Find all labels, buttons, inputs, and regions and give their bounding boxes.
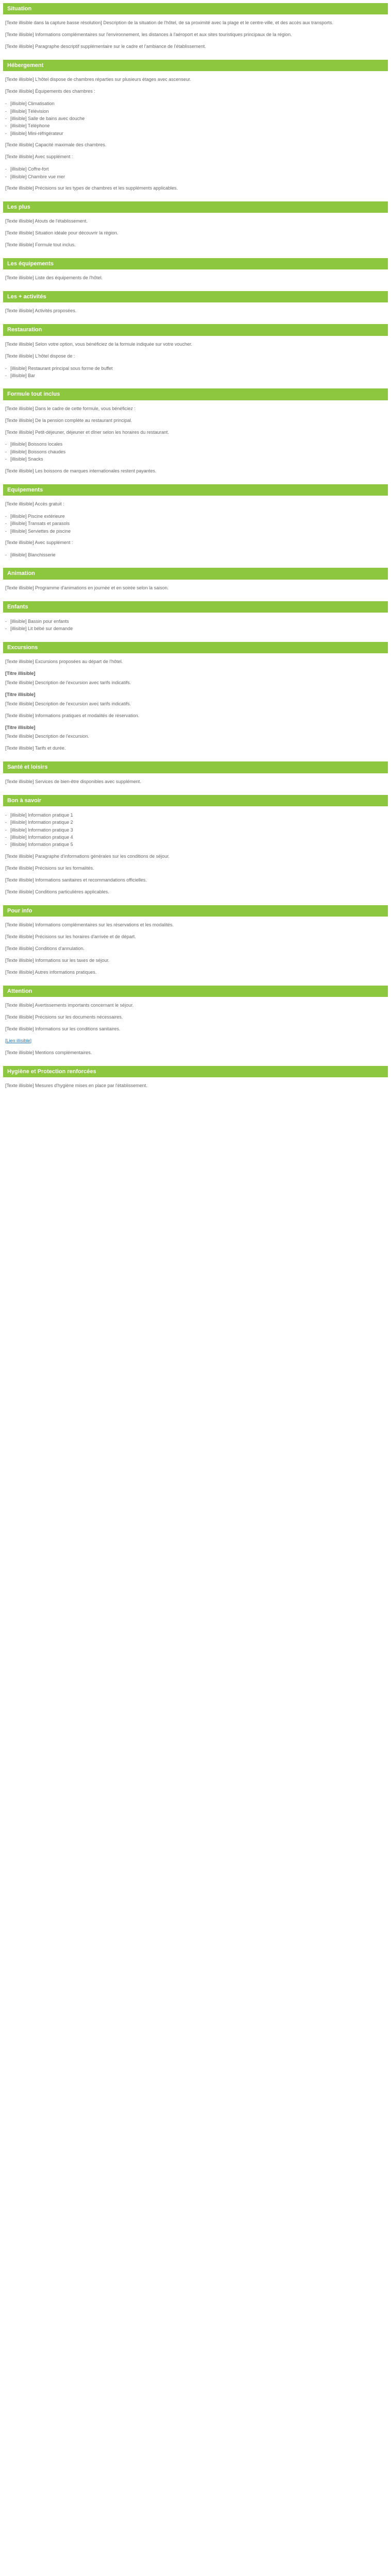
list-item: - [illisible] Blanchisserie (5, 551, 386, 558)
paragraph: [Texte illisible] Tarifs et durée. (5, 745, 66, 751)
paragraph: [Texte illisible] Avec supplément : (5, 154, 73, 160)
section-heading-les-plus: Les plus (3, 201, 388, 213)
bullet-list (5, 618, 386, 633)
section-bon-a-savoir (3, 795, 388, 896)
section-pour-info (3, 905, 388, 976)
paragraph: [Texte illisible] Informations sanitaires et recommandations officielles. (5, 877, 147, 883)
section-heading-enfants: Enfants (3, 601, 388, 613)
section-heading-activites: Les + activités (3, 291, 388, 302)
list-item: - [illisible] Télévision (5, 108, 386, 115)
paragraph: [Texte illisible] Avec supplément : (5, 539, 73, 545)
paragraph: [Texte illisible] Paragraphe descriptif supplémentaire sur le cadre et l'ambiance de l'établissement. (5, 44, 206, 49)
list-item: - [illisible] Snacks (5, 455, 386, 463)
paragraph: [Texte illisible] Description de l'excursion avec tarifs indicatifs. (5, 701, 131, 706)
paragraph: [Texte illisible] Activités proposées. (5, 308, 77, 314)
list-item: - [illisible] Téléphone (5, 122, 386, 129)
paragraph: [Texte illisible] Accès gratuit : (5, 501, 64, 506)
section-body-hygiene (3, 1082, 388, 1090)
list-item: - [illisible] Serviettes de piscine (5, 528, 386, 535)
section-heading-animation: Animation (3, 568, 388, 579)
paragraph: [Texte illisible] Services de bien-être disponibles avec supplément. (5, 778, 141, 784)
section-body-activites (3, 308, 388, 315)
paragraph: [Texte illisible] Capacité maximale des chambres. (5, 142, 107, 148)
bullet-list (5, 811, 386, 849)
bullet-list (5, 365, 386, 380)
list-item: - [illisible] Coffre-fort (5, 165, 386, 173)
link-paragraph (5, 1038, 386, 1045)
subsection-title: [Titre illisible] (5, 724, 36, 730)
list-item: - [illisible] Piscine extérieure (5, 513, 386, 520)
section-heading-equipements-2: Equipements (3, 484, 388, 496)
paragraph: [Texte illisible] Informations sur les taxes de séjour. (5, 957, 110, 963)
subsection-title: [Titre illisible] (5, 670, 36, 676)
paragraph: [Texte illisible] Précisions sur les formalités. (5, 865, 94, 871)
section-body-bon-a-savoir (3, 811, 388, 896)
section-heading-excursions: Excursions (3, 642, 388, 653)
section-situation (3, 3, 388, 50)
list-item: - [illisible] Climatisation (5, 100, 386, 107)
paragraph: [Texte illisible] Description de l'excursion. (5, 734, 89, 739)
paragraph: [Texte illisible] Liste des équipements de l'hôtel. (5, 275, 103, 281)
section-heading-restauration: Restauration (3, 324, 388, 335)
section-heading-hygiene: Hygiène et Protection renforcées (3, 1066, 388, 1077)
section-tout-inclus (3, 388, 388, 474)
section-body-excursions (3, 658, 388, 752)
paragraph: [Texte illisible] Les boissons de marques internationales restent payantes. (5, 468, 157, 473)
bullet-list (5, 100, 386, 137)
paragraph: [Texte illisible] Autres informations pratiques. (5, 969, 97, 975)
paragraph: [Texte illisible] De la pension complète au restaurant principal. (5, 417, 133, 423)
section-heading-situation: Situation (3, 3, 388, 14)
bullet-list (5, 440, 386, 463)
section-hebergement (3, 60, 388, 192)
paragraph: [Texte illisible] Informations sur les conditions sanitaires. (5, 1026, 121, 1031)
section-body-animation (3, 585, 388, 592)
paragraph: [Texte illisible] Programme d'animations en journée et en soirée selon la saison. (5, 585, 169, 590)
section-restauration (3, 324, 388, 379)
paragraph: [Texte illisible] Conditions d'annulation. (5, 945, 85, 951)
list-item: - [illisible] Bar (5, 372, 386, 379)
section-body-sante-loisirs (3, 778, 388, 786)
section-equipements (3, 258, 388, 282)
paragraph: [Texte illisible] Petit-déjeuner, déjeuner et dîner selon les horaires du restaurant. (5, 429, 169, 435)
list-item: - [illisible] Transats et parasols (5, 520, 386, 527)
list-item: - [illisible] Information pratique 5 (5, 841, 386, 848)
paragraph: [Texte illisible] Paragraphe d'informations générales sur les conditions de séjour. (5, 853, 170, 859)
section-heading-equipements: Les équipements (3, 258, 388, 269)
section-body-attention (3, 1002, 388, 1057)
list-item: - [illisible] Information pratique 4 (5, 834, 386, 841)
section-hygiene (3, 1066, 388, 1090)
section-excursions (3, 642, 388, 753)
section-body-hebergement (3, 76, 388, 192)
section-body-tout-inclus (3, 405, 388, 475)
paragraph: [Texte illisible] Précisions sur les documents nécessaires. (5, 1014, 123, 1020)
list-item: - [illisible] Information pratique 2 (5, 819, 386, 826)
section-activites (3, 291, 388, 315)
list-item: - [illisible] Boissons locales (5, 440, 386, 448)
list-item: - [illisible] Boissons chaudes (5, 448, 386, 455)
paragraph: [Texte illisible] Mesures d'hygiène mises en place par l'établissement. (5, 1082, 148, 1088)
section-animation (3, 568, 388, 591)
section-les-plus (3, 201, 388, 249)
list-item: - [illisible] Mini-réfrigérateur (5, 130, 386, 137)
list-item: - [illisible] Information pratique 1 (5, 811, 386, 819)
paragraph: [Texte illisible] Formule tout inclus. (5, 242, 76, 247)
list-item: - [illisible] Information pratique 3 (5, 826, 386, 834)
paragraph: [Texte illisible dans la capture basse résolution] Description de la situation de l'hôtel, de sa proximité avec la plage et le centre-ville, et des accès aux transports. (5, 20, 334, 26)
list-item: - [illisible] Lit bébé sur demande (5, 625, 386, 632)
page (0, 0, 391, 1114)
subsection-title: [Titre illisible] (5, 691, 36, 697)
section-body-enfants (3, 618, 388, 633)
section-attention (3, 986, 388, 1057)
section-heading-hebergement: Hébergement (3, 60, 388, 71)
section-body-pour-info (3, 922, 388, 976)
section-body-equipements-2 (3, 501, 388, 558)
paragraph: [Texte illisible] Avertissements importants concernant le séjour. (5, 1002, 134, 1008)
list-item: - [illisible] Restaurant principal sous forme de buffet (5, 365, 386, 372)
paragraph: [Texte illisible] Situation idéale pour découvrir la région. (5, 230, 119, 236)
paragraph: [Texte illisible] Excursions proposées au départ de l'hôtel. (5, 658, 123, 664)
bullet-list (5, 165, 386, 180)
section-heading-attention: Attention (3, 986, 388, 997)
list-item: - [illisible] Salle de bains avec douche (5, 115, 386, 122)
bullet-list (5, 551, 386, 558)
section-heading-sante-loisirs: Santé et loisirs (3, 761, 388, 773)
section-body-restauration (3, 341, 388, 380)
list-item: - [illisible] Bassin pour enfants (5, 618, 386, 625)
paragraph: [Texte illisible] Équipements des chambres : (5, 89, 95, 94)
paragraph: [Texte illisible] Informations complémentaires sur l'environnement, les distances à l'aéroport et aux sites touristiques principaux de la région. (5, 32, 292, 38)
paragraph: [Texte illisible] L'hôtel dispose de : (5, 353, 75, 359)
section-heading-tout-inclus: Formule tout inclus (3, 388, 388, 400)
paragraph: [Texte illisible] Description de l'excursion avec tarifs indicatifs. (5, 680, 131, 685)
paragraph: [Texte illisible] Informations complémentaires sur les réservations et les modalités. (5, 922, 174, 927)
section-equipements-2 (3, 484, 388, 559)
paragraph: [Texte illisible] Mentions complémentaires. (5, 1049, 92, 1055)
section-heading-bon-a-savoir: Bon à savoir (3, 795, 388, 806)
section-body-equipements (3, 275, 388, 282)
list-item: - [illisible] Chambre vue mer (5, 173, 386, 180)
bullet-list (5, 513, 386, 535)
paragraph: [Texte illisible] Dans le cadre de cette formule, vous bénéficiez : (5, 405, 136, 411)
section-enfants (3, 601, 388, 633)
paragraph: [Texte illisible] L'hôtel dispose de chambres réparties sur plusieurs étages avec ascenseur. (5, 77, 191, 82)
paragraph: [Texte illisible] Informations pratiques et modalités de réservation. (5, 713, 140, 718)
section-sante-loisirs (3, 761, 388, 785)
paragraph: [Texte illisible] Précisions sur les horaires d'arrivée et de départ. (5, 934, 136, 939)
info-link[interactable]: [Lien illisible] (5, 1038, 32, 1043)
paragraph: [Texte illisible] Conditions particulières applicables. (5, 889, 109, 894)
section-body-les-plus (3, 218, 388, 249)
section-heading-pour-info: Pour info (3, 905, 388, 917)
paragraph: [Texte illisible] Atouts de l'établissement. (5, 218, 88, 224)
section-body-situation (3, 20, 388, 50)
paragraph: [Texte illisible] Selon votre option, vous bénéficiez de la formule indiquée sur votre voucher. (5, 341, 192, 347)
paragraph: [Texte illisible] Précisions sur les types de chambres et les suppléments applicables. (5, 185, 178, 191)
